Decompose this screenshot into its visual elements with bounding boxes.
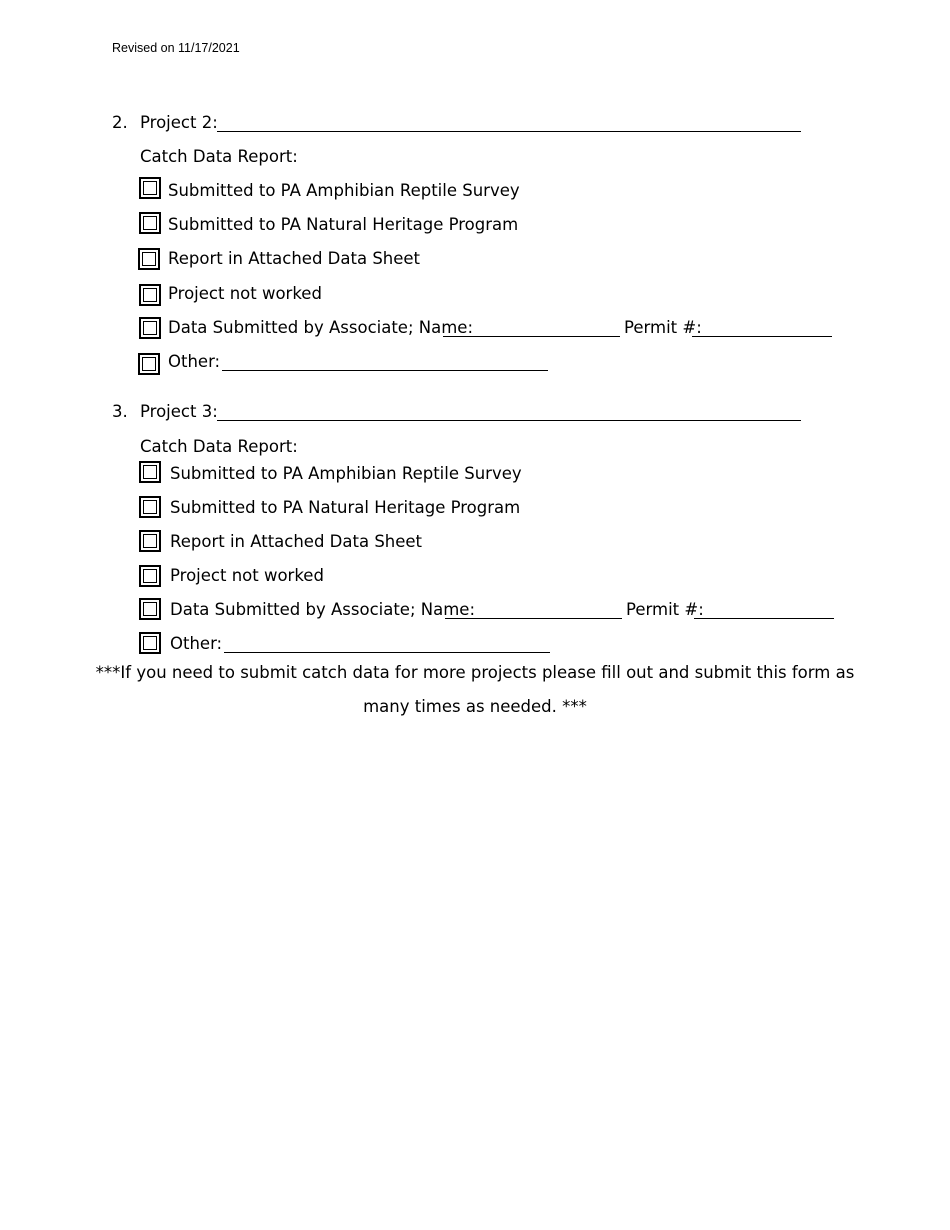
project-2-checkbox-attached-sheet[interactable] bbox=[138, 248, 160, 270]
project-2-other-label: Other: bbox=[168, 352, 221, 371]
project-3-checkbox-amphibian-survey[interactable] bbox=[139, 461, 161, 483]
project-3-option-not-worked: Project not worked bbox=[170, 566, 324, 585]
project-2-label: Project 2: bbox=[140, 113, 218, 132]
project-3-name-field[interactable] bbox=[217, 420, 801, 421]
project-3-checkbox-associate[interactable] bbox=[139, 598, 161, 620]
project-2-number: 2. bbox=[112, 113, 128, 132]
project-2-checkbox-associate[interactable] bbox=[139, 317, 161, 339]
project-2-associate-name-field[interactable] bbox=[443, 336, 620, 337]
project-2-checkbox-amphibian-survey[interactable] bbox=[139, 177, 161, 199]
project-3-associate-label: Data Submitted by Associate; Name: bbox=[170, 600, 476, 619]
footnote-line-1: ***If you need to submit catch data for more projects please fill out and submit this form as bbox=[95, 663, 855, 682]
project-2-checkbox-natural-heritage[interactable] bbox=[139, 212, 161, 234]
project-3-checkbox-natural-heritage[interactable] bbox=[139, 496, 161, 518]
project-3-permit-field[interactable] bbox=[694, 618, 834, 619]
catch-data-report-title: Catch Data Report: bbox=[140, 147, 298, 166]
catch-data-report-title: Catch Data Report: bbox=[140, 437, 298, 456]
project-3-option-amphibian-survey: Submitted to PA Amphibian Reptile Survey bbox=[170, 464, 522, 483]
project-2-associate-label: Data Submitted by Associate; Name: bbox=[168, 318, 474, 337]
project-2-option-amphibian-survey: Submitted to PA Amphibian Reptile Survey bbox=[168, 181, 520, 200]
project-2-other-field[interactable] bbox=[222, 370, 548, 371]
project-3-permit-label: Permit #: bbox=[626, 600, 704, 619]
project-2-option-natural-heritage: Submitted to PA Natural Heritage Program bbox=[168, 215, 519, 234]
project-3-option-attached-sheet: Report in Attached Data Sheet bbox=[170, 532, 423, 551]
project-2-checkbox-other[interactable] bbox=[138, 353, 160, 375]
project-2-permit-field[interactable] bbox=[692, 336, 832, 337]
project-3-other-field[interactable] bbox=[224, 652, 550, 653]
project-3-checkbox-not-worked[interactable] bbox=[139, 565, 161, 587]
revision-date: Revised on 11/17/2021 bbox=[112, 41, 240, 55]
project-2-checkbox-not-worked[interactable] bbox=[139, 284, 161, 306]
project-2-name-field[interactable] bbox=[217, 131, 801, 132]
project-3-number: 3. bbox=[112, 402, 128, 421]
project-3-associate-name-field[interactable] bbox=[445, 618, 622, 619]
project-3-option-natural-heritage: Submitted to PA Natural Heritage Program bbox=[170, 498, 521, 517]
project-2-permit-label: Permit #: bbox=[624, 318, 702, 337]
project-3-label: Project 3: bbox=[140, 402, 218, 421]
project-2-option-not-worked: Project not worked bbox=[168, 284, 322, 303]
project-3-checkbox-other[interactable] bbox=[139, 632, 161, 654]
footnote-line-2: many times as needed. *** bbox=[363, 697, 587, 716]
project-3-checkbox-attached-sheet[interactable] bbox=[139, 530, 161, 552]
project-2-option-attached-sheet: Report in Attached Data Sheet bbox=[168, 249, 421, 268]
project-3-other-label: Other: bbox=[170, 634, 223, 653]
